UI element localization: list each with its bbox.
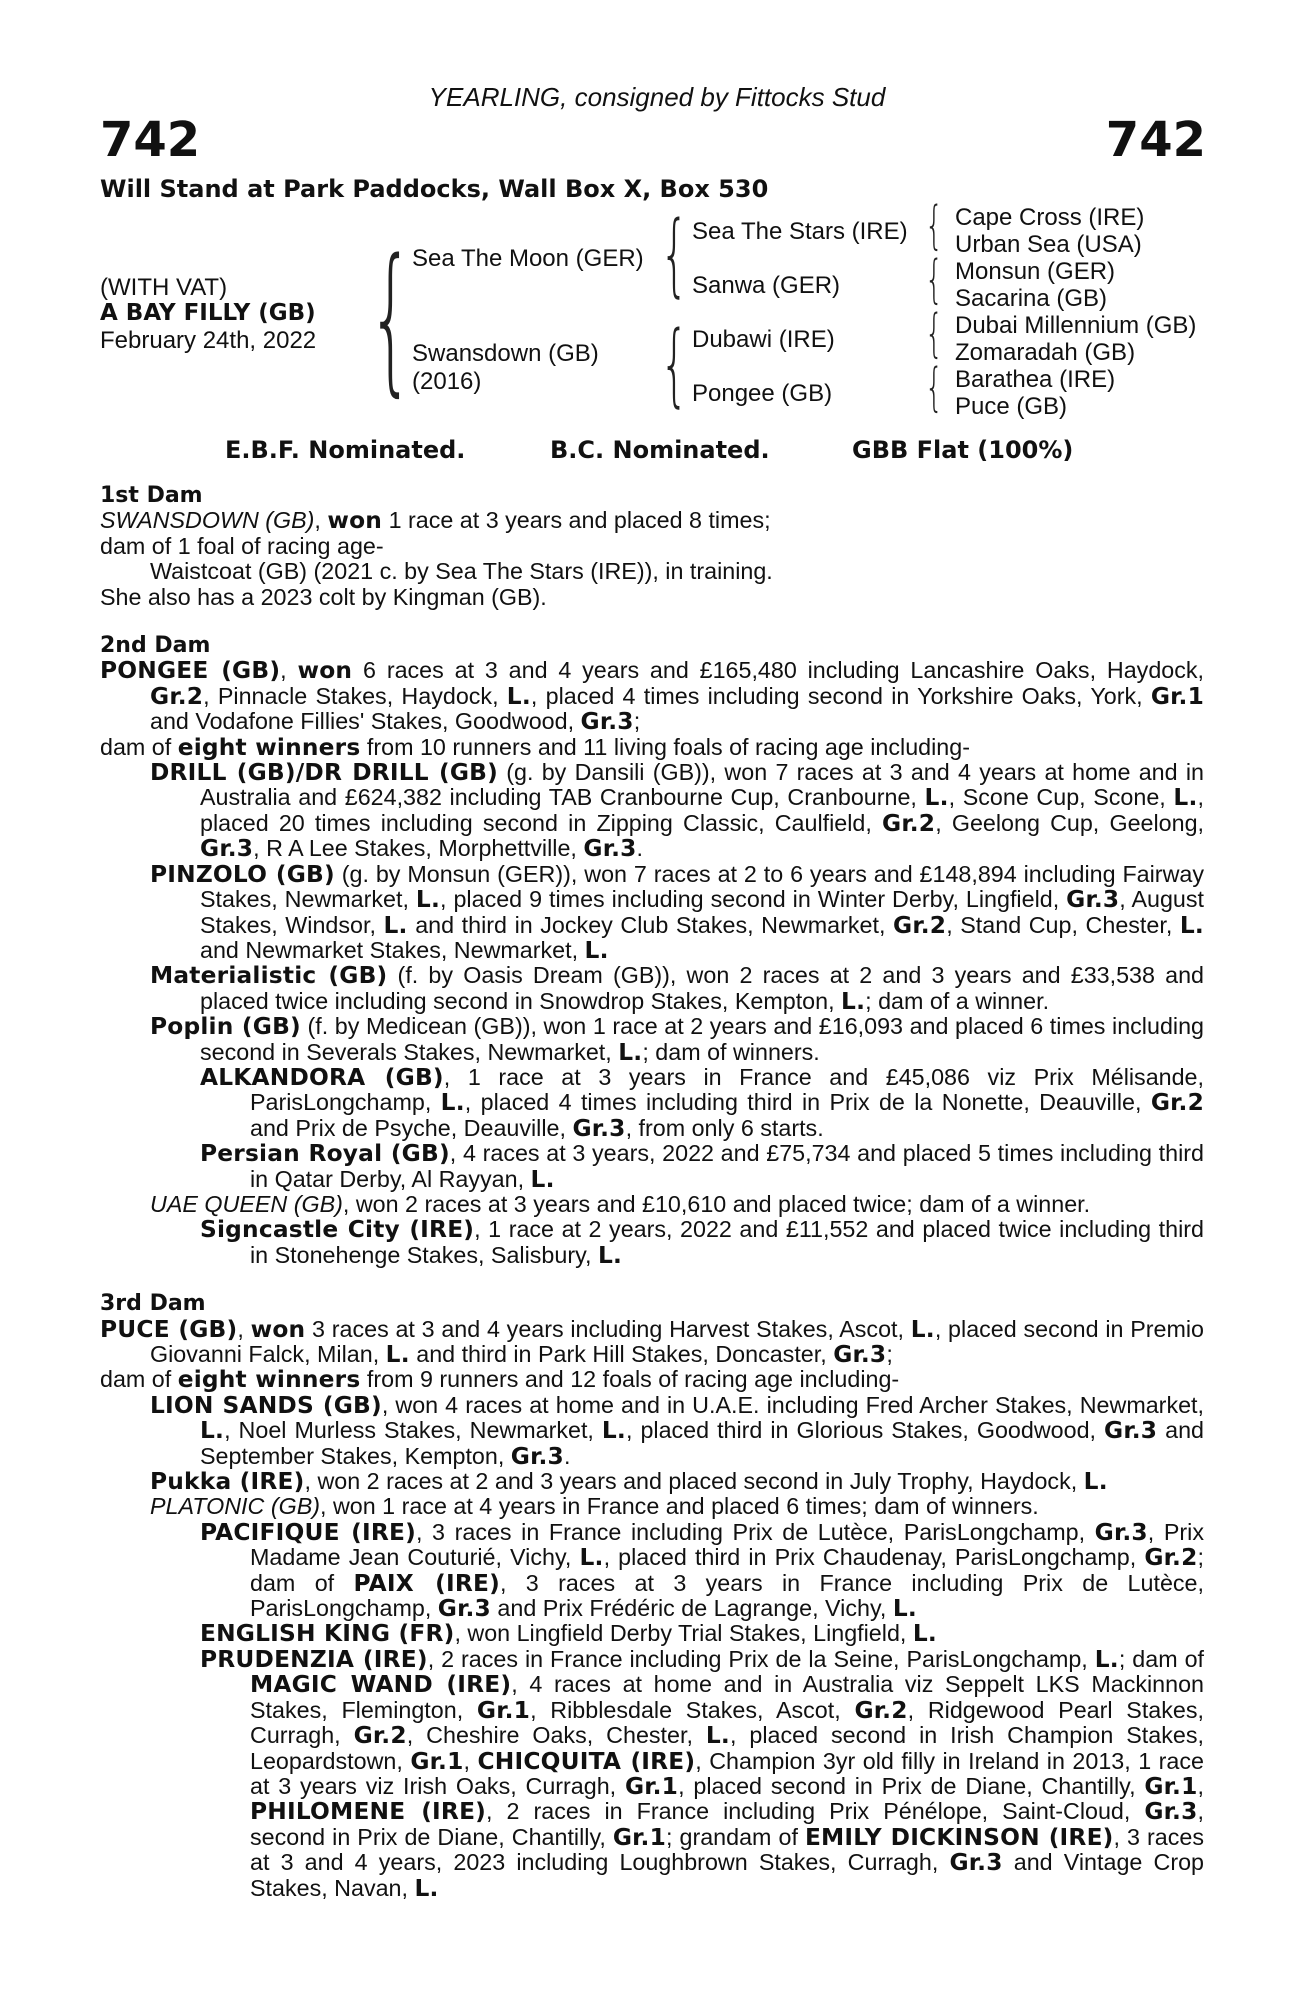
brace-ggp-1: { [925, 196, 944, 256]
sire-sire: Sea The Stars (IRE) [692, 218, 908, 245]
sire: Sea The Moon (GER) [412, 245, 644, 272]
produce-drill: DRILL (GB)/DR DRILL (GB) (g. by Dansili (GB)), won 7 races at 3 and 4 years at home and in Australia and £624,382 including TAB Cranbourne Cup, Cranbourne, L., Scone Cup, Scone, L., placed 20 times including second in Zipping Classic, Caulfield, Gr.2, Geelong Cup, Geelong, Gr.3, R A Lee Stakes, Morphettville, Gr.3. [150, 759, 1205, 863]
produce-english-king: ENGLISH KING (FR), won Lingfield Derby Trial Stakes, Lingfield, L. [200, 1620, 937, 1648]
produce-materialistic: Materialistic (GB) (f. by Oasis Dream (GB)), won 2 races at 2 and 3 years and £33,538 and placed twice including second in Snowdrop Stakes, Kempton, L.; dam of a winner. [150, 962, 1204, 1015]
produce-pukka: Pukka (IRE), won 2 races at 2 and 3 years and placed second in July Trophy, Haydock, L. [150, 1468, 1108, 1496]
first-dam-produce-line: dam of 1 foal of racing age- [100, 532, 384, 559]
second-dam-produce-line: dam of eight winners from 10 runners and 11 living foals of racing age including- [100, 733, 970, 761]
brace-ggp-2: { [925, 250, 944, 310]
bc-nomination: B.C. Nominated. [550, 436, 770, 464]
produce-persian-royal: Persian Royal (GB), 4 races at 3 years, 2022 and £75,734 and placed 5 times including third in Qatar Derby, Al Rayyan, L. [200, 1140, 1204, 1193]
stand-location: Will Stand at Park Paddocks, Wall Box X, Box 530 [100, 175, 769, 203]
first-dam-heading: 1st Dam [100, 483, 203, 508]
produce-prudenzia: PRUDENZIA (IRE), 2 races in France including Prix de la Seine, ParisLongchamp, L.; dam of MAGIC WAND (IRE), 4 races at home and in Australia viz Seppelt LKS Mackinnon Stakes, Flemington, Gr.1, Ribblesdale Stakes, Ascot, Gr.2, Ridgewood Pearl Stakes, Curragh, Gr.2, Cheshire Oaks, Chester, L., placed second in Irish Champion Stakes, Leopardstown, Gr.1, CHICQUITA (IRE), Champion 3yr old filly in Ireland in 2013, 1 race at 3 years viz Irish Oaks, Curragh, Gr.1, placed second in Prix de Diane, Chantilly, Gr.1, PHILOMENE (IRE), 2 races in France including Prix Pénélope, Saint-Cloud, Gr.3, second in Prix de Diane, Chantilly, Gr.1; grandam of EMILY DICKINSON (IRE), 3 races at 3 and 4 years, 2023 including Loughbrown Stakes, Curragh, Gr.3 and Vintage Crop Stakes, Navan, L. [200, 1645, 1205, 1902]
first-dam-note: She also has a 2023 colt by Kingman (GB). [100, 583, 547, 610]
foaling-date: February 24th, 2022 [100, 327, 317, 354]
ggp-2: Urban Sea (USA) [955, 231, 1142, 258]
ggp-1: Cape Cross (IRE) [955, 204, 1145, 231]
produce-pacifique: PACIFIQUE (IRE), 3 races in France including Prix de Lutèce, ParisLongchamp, Gr.3, Prix Madame Jean Couturié, Vichy, L., placed third in Prix Chaudenay, ParisLongchamp, Gr.2; dam of PAIX (IRE), 3 races at 3 years in France including Prix de Lutèce, ParisLongchamp, Gr.3 and Prix Frédéric de Lagrange, Vichy, L. [200, 1518, 1204, 1623]
brace-dam: { [660, 312, 689, 417]
first-dam-foal: Waistcoat (GB) (2021 c. by Sea The Stars (IRE)), in training. [150, 558, 773, 585]
catalogue-body [100, 483, 1204, 1901]
brace-sire: { [660, 202, 689, 307]
lot-number-left: 742 [100, 112, 201, 168]
ebf-nomination: E.B.F. Nominated. [225, 436, 466, 464]
ggp-6: Zomaradah (GB) [955, 339, 1136, 366]
ggp-8: Puce (GB) [955, 393, 1068, 420]
dam: Swansdown (GB) [412, 340, 599, 367]
produce-uae-queen: UAE QUEEN (GB), won 2 races at 3 years and £10,610 and placed twice; dam of a winner. [150, 1190, 1091, 1217]
brace-main: { [368, 224, 414, 411]
dam-dam: Pongee (GB) [692, 380, 833, 407]
lot-number-right: 742 [1105, 112, 1206, 168]
produce-pinzolo: PINZOLO (GB) (g. by Monsun (GER)), won 7 races at 2 to 6 years and £148,894 including Fairway Stakes, Newmarket, L., placed 9 times including second in Winter Derby, Lingfield, Gr.3, August Stakes, Windsor, L. and third in Jockey Club Stakes, Newmarket, Gr.2, Stand Cup, Chester, L. and Newmarket Stakes, Newmarket, L. [150, 860, 1204, 964]
produce-platonic: PLATONIC (GB), won 1 race at 4 years in France and placed 6 times; dam of winners. [150, 1493, 1039, 1520]
third-dam-entry: PUCE (GB), won 3 races at 3 and 4 years including Harvest Stakes, Ascot, L., placed second in Premio Giovanni Falck, Milan, L. and third in Park Hill Stakes, Doncaster, Gr.3; [100, 1315, 1204, 1368]
vat-label: (WITH VAT) [100, 274, 228, 301]
third-dam-heading: 3rd Dam [100, 1291, 206, 1317]
second-dam-heading: 2nd Dam [100, 633, 211, 659]
gbb-flat: GBB Flat (100%) [852, 436, 1074, 464]
brace-ggp-3: { [925, 304, 944, 364]
brace-ggp-4: { [925, 358, 944, 418]
dam-year: (2016) [412, 368, 482, 395]
ggp-4: Sacarina (GB) [955, 285, 1108, 312]
ggp-5: Dubai Millennium (GB) [955, 312, 1197, 339]
third-dam-produce-line: dam of eight winners from 9 runners and 12 foals of racing age including- [100, 1366, 900, 1394]
produce-poplin: Poplin (GB) (f. by Medicean (GB)), won 1 race at 2 years and £16,093 and placed 6 times including second in Severals Stakes, Newmarket, L.; dam of winners. [150, 1013, 1204, 1066]
produce-lion-sands: LION SANDS (GB), won 4 races at home and in U.A.E. including Fred Archer Stakes, Newmarket, L., Noel Murless Stakes, Newmarket, L., placed third in Glorious Stakes, Goodwood, Gr.3 and September Stakes, Kempton, Gr.3. [150, 1391, 1204, 1470]
produce-alkandora: ALKANDORA (GB), 1 race at 3 years in France and £45,086 viz Prix Mélisande, ParisLongchamp, L., placed 4 times including third in Prix de la Nonette, Deauville, Gr.2 and Prix de Psyche, Deauville, Gr.3, from only 6 starts. [200, 1063, 1204, 1142]
sire-dam: Sanwa (GER) [692, 272, 841, 299]
ggp-7: Barathea (IRE) [955, 366, 1116, 393]
second-dam-entry: PONGEE (GB), won 6 races at 3 and 4 years and £165,480 including Lancashire Oaks, Haydock, Gr.2, Pinnacle Stakes, Haydock, L., placed 4 times including second in Yorkshire Oaks, York, Gr.1 and Vodafone Fillies' Stakes, Goodwood, Gr.3; [100, 657, 1204, 736]
first-dam-entry: SWANSDOWN (GB), won 1 race at 3 years and placed 8 times; [100, 507, 771, 535]
produce-signcastle-city: Signcastle City (IRE), 1 race at 2 years, 2022 and £11,552 and placed twice including third in Stonehenge Stakes, Salisbury, L. [200, 1216, 1204, 1269]
horse-name: A BAY FILLY (GB) [100, 300, 316, 326]
sale-subtitle: YEARLING, consigned by Fittocks Stud [428, 82, 886, 112]
ggp-3: Monsun (GER) [955, 258, 1116, 285]
dam-sire: Dubawi (IRE) [692, 326, 835, 353]
